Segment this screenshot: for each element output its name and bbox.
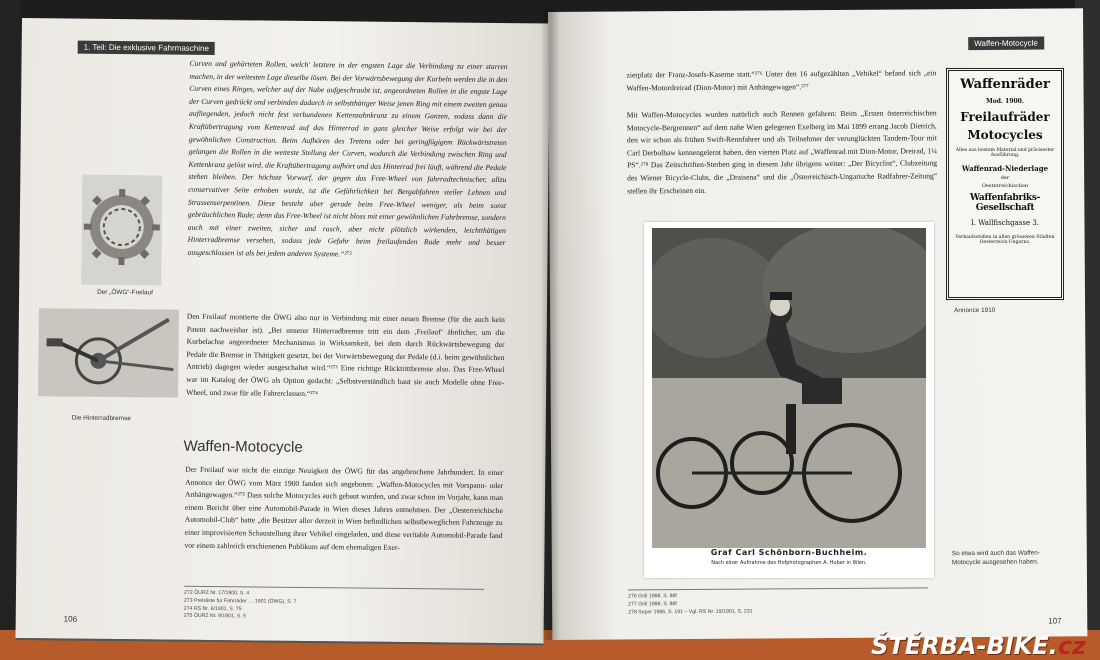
photo-caption-sub (644, 560, 934, 566)
photo-caption-credit: Nach einer Aufnahme des Hofphotographen A. Huber in Wien. (711, 560, 867, 566)
watermark-suffix: -BIKE. (976, 632, 1058, 660)
section-heading: Waffen-Motocycle (183, 437, 303, 456)
freilauf-sprocket-icon (81, 175, 162, 286)
freilauf-image (81, 175, 162, 286)
page-number-right: 107 (1048, 616, 1062, 626)
left-body-bottom: Der Freilauf war nicht die einzige Neuigkeit der ÖWG für das angebrochene Jahrhundert. In einer Annonce der ÖWG vom März 1900 fanden sich angeboten: „Waffen-Motocycles mit Vorspann- oder Anhängewagen.“²⁷⁵ Dass solche Motocycles auch gebaut wurden, und zwar schon im Vorjahr, kann man einem Bericht über eine Automobil-Parade in Wien dieses Jahres entnehmen. Der „Oesterreichische Automobil-Club“ hatte „die Besitzer aller derzeit in Wien befindlichen selbstbeweglichen Fahrzeuge zu einer improvisierten Schaustellung ihrer Vehikel eingeladen, und diese veritable Automobil-Parade fand vor einem zahlreich erschienenen Publikum auf dem ehemaligen Exer- (184, 464, 504, 552)
hinterradbremse-image (38, 308, 179, 397)
footnote: 278 Seper 1986, S. 191 – Vgl. RS Nr. 19/1901, S. 231 (628, 608, 753, 616)
footnote: 275 ÖURZ Nr. 9/1901, S. 5 (183, 613, 247, 620)
caption-freilauf: Der „ÖWG“-Freilauf (97, 288, 153, 297)
historic-photo-frame (644, 222, 934, 578)
page-number-left: 106 (63, 614, 78, 624)
left-body-mid: Den Freilauf montierte die ÖWG also nur in Verbindung mit einer neuen Bremse (für die auch kein Patent nachweisbar ist). „Bei unserer Hinterradbremse tritt ein dem ‚Freilauf‘ ähnlicher, um die Kurbelachse angeordneter Mechanismus in Wirksamkeit, bei dem durch Rückwärtsbewegung der Pedale die Bremse in Thätigkeit gesetzt, bei der Vorwärtsbewegung der Pedale (d.i. beim gewöhnlichen Antrieb) dagegen wieder ausgeschaltet wird.“²⁷³ Eine richtige Rücktrittbremse also. Das Free-Wheel war im Katalog der ÖWG als Option gedacht: „Selbstverständlich baut sie auch Modelle ohne Free-Wheel, und zwar für alle Fahrerclassen.“²⁷⁴ (186, 311, 505, 398)
motor-tricycle-photo-icon (652, 228, 926, 548)
caption-annonce: Annonce 1910 (954, 306, 996, 315)
footnote: 277 Grill 1988, S. 88f (628, 600, 677, 608)
right-footnotes (628, 587, 928, 616)
site-watermark (871, 632, 1086, 660)
caption-photo: So etwa wird auch das Waffen-Motocycle ausgesehen haben. (951, 549, 1040, 567)
running-head-left: 1. Teil: Die exklusive Fahrmaschine (78, 41, 215, 55)
bicycle-crank-icon (38, 308, 179, 397)
footnote: 272 ÖURZ Nr. 17/1900, S. 4 (183, 589, 250, 597)
photo-caption-title: Graf Carl Schönborn-Buchheim. (710, 548, 868, 557)
ad-line-niederlage: Waffenrad-Niederlage (961, 164, 1049, 173)
footnote: 276 Grill 1988, S. 88f (628, 593, 677, 600)
ad-line-oesterreichischen: Oesterreichischen (981, 183, 1029, 189)
left-body-top: Curven und gehärteten Rollen, welch' letztere in der engsten Lage die Verbindung zu einer starren machen, in der weitesten Lage dieselbe lösen. Bei der Vorwärtsbewegung der Kurbeln werden die in den Curven eines Ringes, welcher auf der Nabe aufgeschraubt ist, angeordneten Rollen in die engste Lage der Curven gedrückt und verbinden dadurch in selbstthätiger Weise jenen Ring mit einem zweiten genau aufliegenden, jedoch nicht fest verbundenen Kettenzahnkranz zu einem Ganzen, sodass dann die Kraftübertragung vom Kettenrad auf das Hinterrad in ganz gleicher Weise erfolgt wie bei der gewöhnlichen Construction. Beim Aufhören des Tretens oder bei geringfügigem Rückwärtstreten gelangen die Rollen in die weiteste Stellung der Curven, wodurch die Verbindung zwischen Ring und Kettenkranz gelöst wird, die Kraftübertragung aufhört und das Hinterrad frei läuft, während die Pedale stehen bleiben. Der höchste Vorwurf, der gegen das Free-Wheel von fahrradtechnischer, allzu conservativer Seite erhoben wurde, ist die Gefährlichkeit bei Bergabfahren steiler Lehnen und Strassenserpentinen. Diese besteht aber gerade beim Free-Wheel weniger, als beim sonst gebräuchlichen Rade; denn das Free-Wheel ist nicht bloss mit einer gewöhnlichen Fahrbremse, sondern auch mit einer zweiten, sicher und rasch, aber nicht plötzlich wirkenden, leichtthätigen Hinterradbremse versehen, sodass jede Gefahr beim freilaufenden Rade mehr und besser ausgeschlossen ist als bei jedem anderen Systeme.“²⁷² (187, 58, 508, 259)
ad-line-verkauf: Verkaufsstellen in allen grösseren Städten Oesterreich-Ungarns. (955, 235, 1055, 245)
ad-line-freilauf: Freilaufräder (960, 110, 1050, 124)
ad-headline (953, 77, 1057, 107)
ad-line-model: Mod. 1900. (986, 98, 1024, 105)
watermark-brand: ŠTĚRBA (871, 632, 977, 660)
ad-line-motocycles: Motocycles (967, 128, 1043, 142)
advertisement-1900 (946, 68, 1064, 300)
ad-line-material: Alles aus bestem Material und präcisester Ausführung. (955, 148, 1055, 158)
left-footnotes (184, 586, 484, 624)
caption-bremse: Die Hinterradbremse (71, 414, 131, 423)
running-head-right: Waffen-Motocycle (968, 37, 1044, 51)
ad-line-address: I. Wallfischgasse 3. (970, 219, 1040, 227)
left-page (15, 18, 549, 645)
book-gutter (540, 10, 560, 640)
photo-caption-main (644, 548, 934, 557)
footnote: 273 Preisliste für Fahrräder … 1901 (ÖWG), S. 7 (183, 597, 297, 605)
footnote: 274 RS Nr. 6/1901, S. 75 (183, 605, 242, 612)
ad-line-gesellschaft: Waffenfabriks-Gesellschaft (969, 193, 1041, 213)
historic-photo (652, 228, 926, 548)
watermark-tld: cz (1057, 632, 1086, 660)
right-body-mid: Mit Waffen-Motocycles wurden natürlich auch Rennen gefahren: Beim „Ersten österreichischen Motocycle-Bergrennen“ auf dem nahe Wien gelegenen Exelberg im Mai 1899 errang Jacob Dietrich, den wir schon als frühen Swift-Rennfahrer und als Teilnehmer der verunglückten Tandem-Tour mit Carl Derbolhaw kennengelernt haben, den vierten Platz auf „Waffenrad mit Dion-Motor, Dreirad, 1¼ PS“.²⁷⁸ Das Zeitschriften-Sterben ging in diesem Jahr übrigens weiter: „Der Bicyclist“, Clubzeitung des Wiener Bicycle-Clubs, die „Draisena“ und die „Österreichisch-Ungarische Radfahrer-Zeitung“ stellen ihr Erscheinen ein. (626, 108, 938, 196)
ad-line-der: der (1000, 175, 1010, 181)
right-body-top: zierplatz der Franz-Josefs-Kaserne statt.“²⁷⁶ Unter den 16 aufgezählten „Vehikel“ befand sich „ein Waffen-Motordreirad (Dion-Motor) mit Anhängewagen“.²⁷⁷ (626, 68, 937, 93)
ad-line-waffenraeder: Waffenräder (960, 77, 1050, 92)
